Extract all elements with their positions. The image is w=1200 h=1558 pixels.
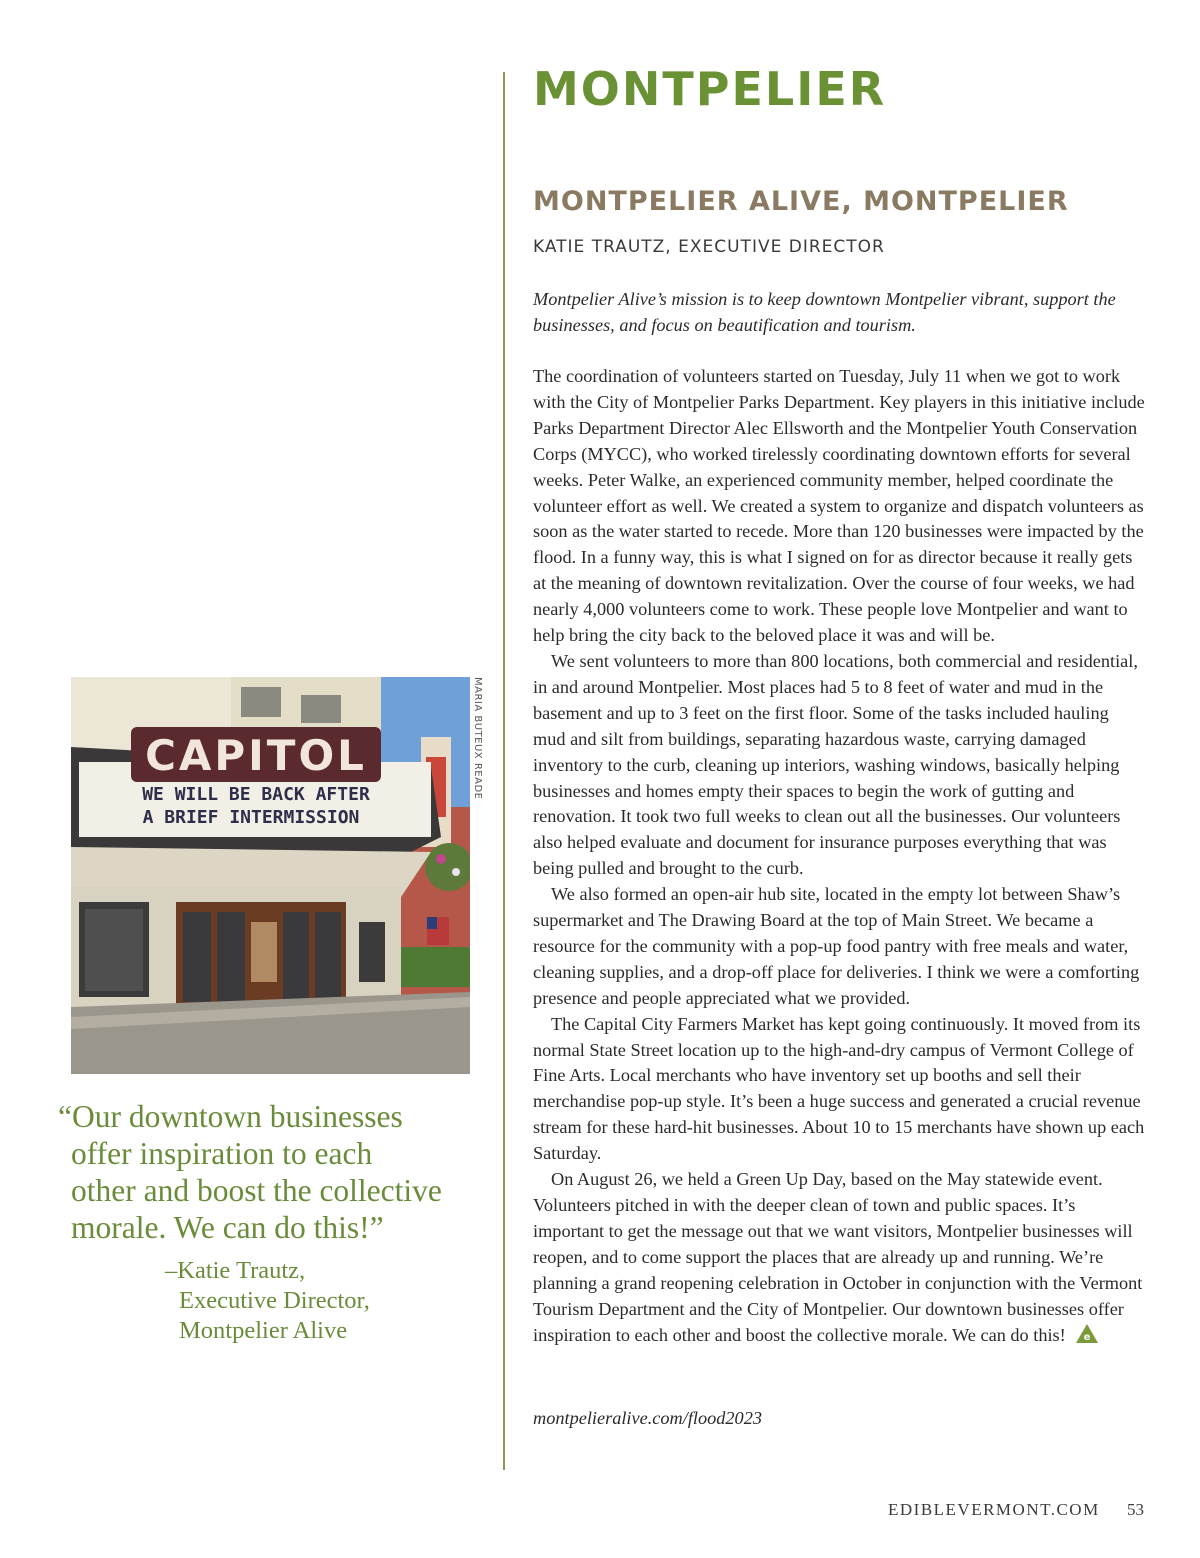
pull-quote-line: “Our downtown businesses <box>58 1099 403 1134</box>
body-paragraph: The Capital City Farmers Market has kept going continuously. It moved from its normal State Street location up to the high-and-dry campus of Vermont College of Fine Arts. Local merchants who have inventory set up booths and sell their merchandise pop-up style. It’s been a huge success and generated a crucial revenue stream for these hard-hit businesses. About 10 to 15 merchants have shown up each Saturday. <box>533 1013 1145 1164</box>
mission-intro: Montpelier Alive’s mission is to keep downtown Montpelier vibrant, support the businesses, and focus on beautification and tourism. <box>533 289 1116 335</box>
article-body <box>533 364 1145 1348</box>
body-paragraph-text: On August 26, we held a Green Up Day, based on the May statewide event. Volunteers pitched in with the deeper clean of town and public spaces. It’s important to get the message out that we want visitors, Montpelier businesses will reopen, and to come support the places that are already up and running. We’re planning a grand reopening celebration in October in conjunction with the Vermont Tourism Department and the City of Montpelier. Our downtown businesses offer inspiration to each other and boost the collective morale. We can do this! <box>533 1169 1143 1345</box>
photo-credit <box>472 677 488 800</box>
organization-title: MONTPELIER ALIVE, MONTPELIER <box>533 186 1069 217</box>
byline: KATIE TRAUTZ, EXECUTIVE DIRECTOR <box>533 237 885 257</box>
marquee-name: CAPITOL <box>145 731 367 780</box>
attribution-line: Montpelier Alive <box>179 1317 348 1344</box>
attribution-line: Executive Director, <box>179 1287 370 1314</box>
body-paragraph: The coordination of volunteers started on Tuesday, July 11 when we got to work with the City of Montpelier Parks Department. Key players in this initiative include Parks Department Director Alec Ellsworth and the Montpelier Youth Conservation Corps (MYCC), who worked tirelessly coordinating downtown efforts for several weeks. Peter Walke, an experienced community member, helped coordinate the volunteer effort as well. We created a system to organize and dispatch volunteers as soon as the water started to recede. More than 120 businesses were impacted by the flood. In a funny way, this is what I signed on for as director because it really gets at the meaning of downtown revitalization. Over the course of four weeks, we had nearly 4,000 volunteers come to work. These people love Montpelier and want to help bring the city back to the beloved place it was and will be. <box>533 366 1145 646</box>
photo-illustration <box>71 677 470 1074</box>
capitol-theater-photo <box>71 677 470 1074</box>
pull-quote-line: morale. We can do this!” <box>71 1210 384 1245</box>
marquee-line-2: A BRIEF INTERMISSION <box>142 807 360 828</box>
website-link[interactable]: montpelieralive.com/flood2023 <box>533 1408 762 1428</box>
pull-quote-line: offer inspiration to each <box>71 1136 373 1171</box>
body-paragraph: We sent volunteers to more than 800 locations, both commercial and residential, in and around Montpelier. Most places had 5 to 8 feet of water and mud in the basement and up to 3 feet on the first floor. Some of the tasks included hauling mud and silt from buildings, separating hazardous waste, carrying damaged inventory to the curb, cleaning up interiors, washing windows, basically helping businesses and homes empty their spaces to begin the work of gutting and renovation. It took two full weeks to clean out all the businesses. Our volunteers also helped evaluate and document for insurance purposes everything that was being pulled and brought to the curb. <box>533 650 1138 879</box>
pull-quote-attribution <box>165 1256 370 1346</box>
attribution-line: –Katie Trautz, <box>165 1257 306 1284</box>
body-paragraph: We also formed an open-air hub site, located in the empty lot between Shaw’s supermarket and The Drawing Board at the top of Main Street. We became a resource for the community with a pop-up food pantry with free meals and water, cleaning supplies, and a drop-off place for deliveries. I think we were a comforting presence and people appreciated what we provided. <box>533 884 1140 1008</box>
pull-quote-line: other and boost the collective <box>71 1173 442 1208</box>
body-paragraph-last <box>533 1167 1145 1348</box>
pull-quote <box>58 1098 478 1246</box>
column-divider <box>503 72 505 1470</box>
marquee-line-1: WE WILL BE BACK AFTER <box>142 784 370 805</box>
section-title: MONTPELIER <box>533 62 887 116</box>
footer-website[interactable]: EDIBLEVERMONT.COM <box>888 1500 1100 1519</box>
edible-end-mark-icon <box>1076 1324 1098 1343</box>
page-number: 53 <box>1127 1500 1144 1519</box>
svg-text:e: e <box>1083 1331 1091 1343</box>
photo-credit-text: MARIA BUTEUX READE <box>472 677 483 800</box>
